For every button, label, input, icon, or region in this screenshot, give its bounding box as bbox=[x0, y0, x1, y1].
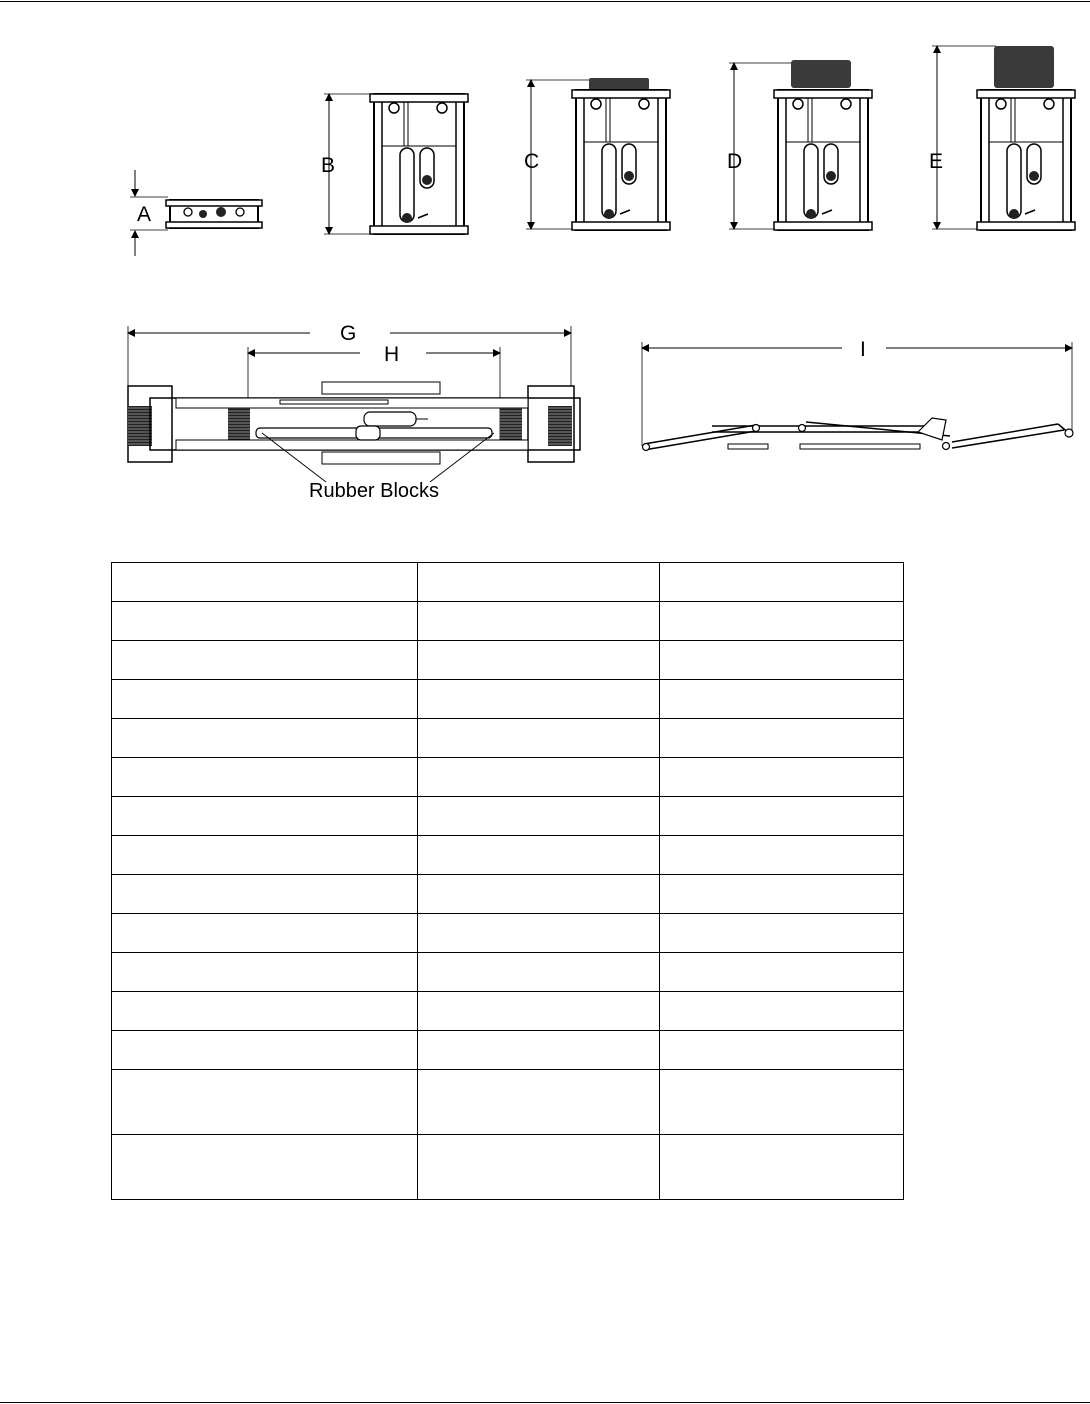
table-row bbox=[112, 1070, 904, 1135]
label-e: E bbox=[929, 150, 944, 173]
table-cell bbox=[660, 1031, 904, 1070]
table-row bbox=[112, 1135, 904, 1200]
table-cell bbox=[418, 1135, 660, 1200]
table-cell bbox=[112, 758, 418, 797]
label-a: A bbox=[137, 203, 152, 226]
table-cell bbox=[418, 1070, 660, 1135]
table-cell bbox=[660, 914, 904, 953]
label-b: B bbox=[321, 154, 336, 177]
label-g: G bbox=[340, 322, 357, 345]
view-e bbox=[932, 46, 1075, 230]
view-side-i bbox=[642, 342, 1073, 451]
rubber-blocks-callout: Rubber Blocks bbox=[309, 480, 440, 502]
table-cell bbox=[112, 563, 418, 602]
bottom-rule bbox=[0, 1402, 1090, 1403]
table-row bbox=[112, 992, 904, 1031]
table-row bbox=[112, 953, 904, 992]
table-cell bbox=[112, 1070, 418, 1135]
view-top-g-h bbox=[128, 326, 580, 482]
table-row bbox=[112, 602, 904, 641]
table-cell bbox=[418, 914, 660, 953]
table-cell bbox=[418, 992, 660, 1031]
table-cell bbox=[660, 875, 904, 914]
table-cell bbox=[112, 992, 418, 1031]
label-h: H bbox=[384, 343, 400, 366]
table-cell bbox=[660, 836, 904, 875]
label-d: D bbox=[727, 150, 743, 173]
table-cell bbox=[660, 758, 904, 797]
table-cell bbox=[660, 680, 904, 719]
table-cell bbox=[660, 719, 904, 758]
table-cell bbox=[112, 1031, 418, 1070]
table-cell bbox=[418, 875, 660, 914]
table-row bbox=[112, 641, 904, 680]
table-cell bbox=[418, 719, 660, 758]
table-cell bbox=[418, 641, 660, 680]
table-cell bbox=[660, 563, 904, 602]
lift-dimension-diagram bbox=[0, 0, 1090, 540]
table-cell bbox=[418, 680, 660, 719]
table-cell bbox=[112, 797, 418, 836]
table-cell bbox=[418, 1031, 660, 1070]
table-cell bbox=[660, 797, 904, 836]
table-row bbox=[112, 1031, 904, 1070]
table-cell bbox=[418, 563, 660, 602]
table-row bbox=[112, 563, 904, 602]
table-cell bbox=[112, 836, 418, 875]
view-d bbox=[729, 60, 872, 230]
table-cell bbox=[660, 992, 904, 1031]
table-cell bbox=[418, 602, 660, 641]
table-cell bbox=[418, 797, 660, 836]
table-cell bbox=[112, 1135, 418, 1200]
table-row bbox=[112, 875, 904, 914]
label-i: I bbox=[860, 338, 866, 361]
table-row bbox=[112, 719, 904, 758]
table-row bbox=[112, 836, 904, 875]
view-b bbox=[324, 94, 468, 234]
table-row bbox=[112, 914, 904, 953]
table-cell bbox=[418, 758, 660, 797]
table-cell bbox=[660, 1135, 904, 1200]
table-row bbox=[112, 758, 904, 797]
table-row bbox=[112, 680, 904, 719]
table-cell bbox=[112, 641, 418, 680]
table-cell bbox=[112, 602, 418, 641]
table-cell bbox=[660, 641, 904, 680]
table-cell bbox=[112, 914, 418, 953]
table-cell bbox=[112, 875, 418, 914]
table-row bbox=[112, 797, 904, 836]
table-cell bbox=[418, 836, 660, 875]
table-cell bbox=[418, 953, 660, 992]
table-cell bbox=[112, 953, 418, 992]
view-c bbox=[526, 78, 670, 230]
table-cell bbox=[660, 1070, 904, 1135]
table-cell bbox=[112, 719, 418, 758]
table-cell bbox=[660, 602, 904, 641]
specifications-table-body bbox=[112, 563, 904, 1200]
table-cell bbox=[660, 953, 904, 992]
specifications-table bbox=[111, 562, 904, 1200]
label-c: C bbox=[524, 150, 540, 173]
table-cell bbox=[112, 680, 418, 719]
